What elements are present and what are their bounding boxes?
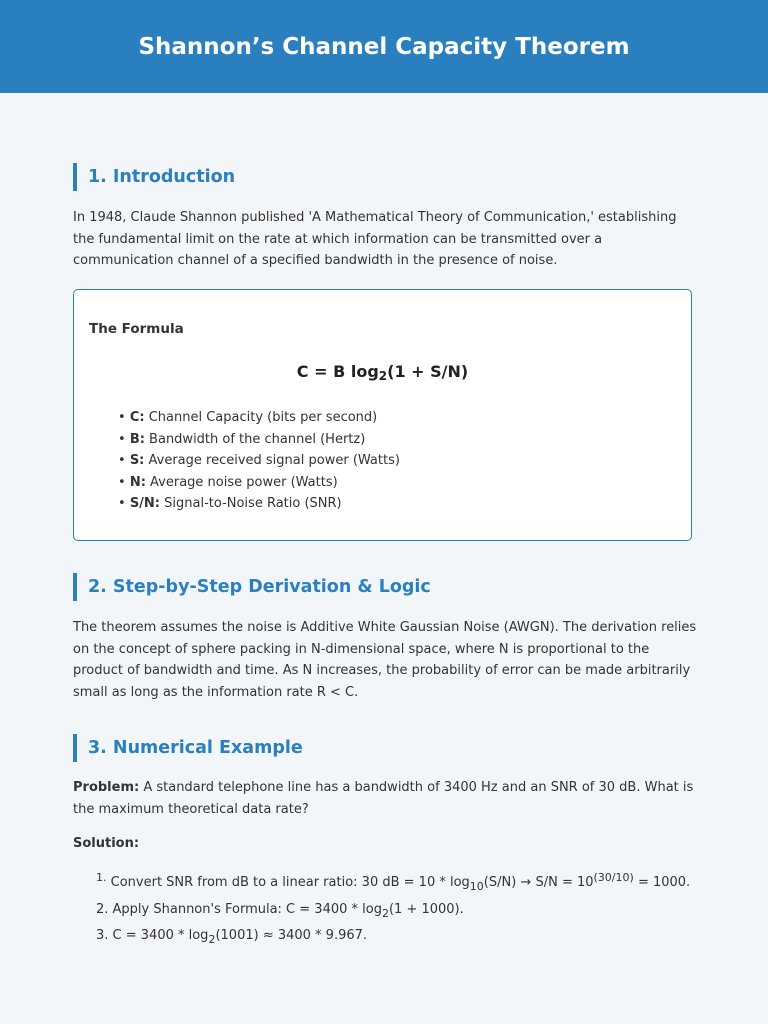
variable-list (118, 407, 400, 515)
variable-item: • N: Average noise power (Watts) (118, 474, 338, 490)
solution-step: 2. Apply Shannon's Formula: $C = 3400 * \log_2(1 + 1000)$. (96, 901, 464, 920)
solution-step: 3. $C = 3400 * \log_2(1001) \approx 3400 * 9.967$. (96, 928, 368, 946)
section-title: 1. Introduction (88, 167, 236, 187)
formula-box-title: The Formula (89, 321, 184, 337)
solution-steps (96, 870, 690, 950)
solution-step: $^{1.}$ Convert SNR from dB to a linear ratio: 30 dB = $10 * \log_{10}(S/N) \to S/N = 10^{(30/10)} = 1000$. (96, 871, 691, 893)
section-heading-introduction (73, 163, 235, 191)
variable-item: • S: Average received signal power (Watts) (118, 453, 400, 468)
variable-item: • C: Channel Capacity (bits per second) (118, 410, 378, 425)
section-accent-bar (73, 163, 77, 191)
section-title: 3. Numerical Example (88, 738, 303, 758)
formula: C = B $\log_2(1 + S/N)$ (296, 362, 469, 383)
section-heading-numerical-example (73, 734, 303, 762)
variable-item: • S/N: Signal-to-Noise Ratio (SNR) (118, 496, 342, 511)
variable-item: • B: Bandwidth of the channel (Hertz) (118, 431, 366, 447)
section-accent-bar (73, 734, 77, 762)
solution-label: Solution: (73, 836, 140, 851)
introduction-paragraph: In 1948, Claude Shannon published 'A Mathematical Theory of Communication,' establishing the fundamental limit on the rate at which information can be transmitted over a communication channel of a specified bandwidth in the presence of noise. (73, 210, 677, 268)
section-title: 2. Step-by-Step Derivation & Logic (88, 577, 431, 597)
formula-box (73, 289, 692, 541)
page-header (0, 0, 768, 93)
section-heading-derivation (73, 573, 431, 601)
problem-paragraph: Problem: A standard telephone line has a bandwidth of 3400 Hz and an SNR of 30 dB. What is the maximum theoretical data rate? (73, 780, 694, 817)
page-title: Shannon’s Channel Capacity Theorem (138, 33, 630, 60)
derivation-paragraph: The theorem assumes the noise is Additive White Gaussian Noise (AWGN). The derivation relies on the concept of sphere packing in N-dimensional space, where N is proportional to the product of bandwidth and time. As N increases, the probability of error can be made arbitrarily small as long as the information rate R < C. (73, 620, 697, 700)
section-accent-bar (73, 573, 77, 601)
